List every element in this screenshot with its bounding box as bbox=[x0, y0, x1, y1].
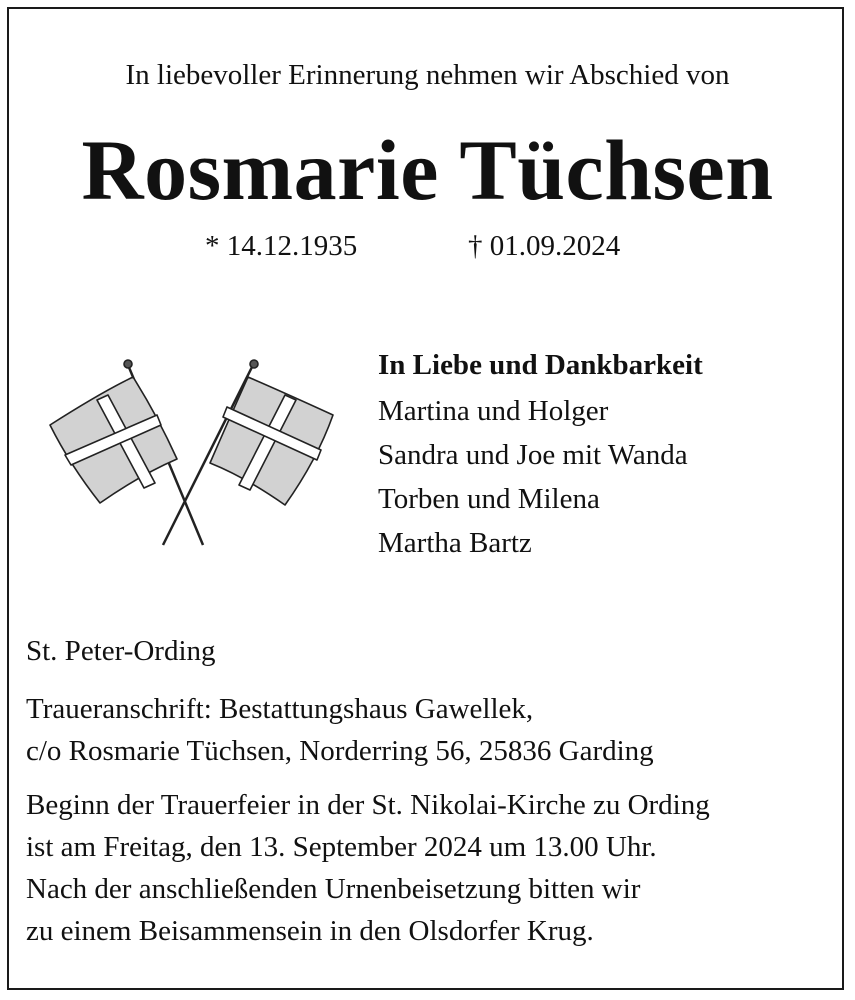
family-member: Torben und Milena bbox=[378, 483, 600, 515]
place-text: St. Peter-Ording bbox=[26, 635, 216, 667]
birth-date: * 14.12.1935 bbox=[205, 230, 358, 262]
service-line: Nach der anschließenden Urnenbeisetzung bitten wir bbox=[26, 873, 641, 905]
intro-text: In liebevoller Erinnerung nehmen wir Abschied von bbox=[125, 59, 730, 91]
deceased-name: Rosmarie Tüchsen bbox=[81, 122, 774, 218]
service-info bbox=[26, 784, 710, 952]
family-member: Martha Bartz bbox=[378, 527, 532, 559]
family-list bbox=[378, 343, 703, 565]
life-dates bbox=[0, 226, 855, 266]
service-line: ist am Freitag, den 13. September 2024 um 13.00 Uhr. bbox=[26, 831, 657, 863]
service-line: zu einem Beisammensein in den Olsdorfer Krug. bbox=[26, 915, 594, 947]
address-line: Traueranschrift: Bestattungshaus Gawellek, bbox=[26, 693, 534, 725]
family-heading: In Liebe und Dankbarkeit bbox=[378, 349, 703, 381]
death-date: † 01.09.2024 bbox=[468, 230, 621, 262]
address-line: c/o Rosmarie Tüchsen, Norderring 56, 25836 Garding bbox=[26, 735, 654, 767]
family-member: Martina und Holger bbox=[378, 395, 609, 427]
family-member: Sandra und Joe mit Wanda bbox=[378, 439, 688, 471]
crossed-flags-icon bbox=[45, 355, 340, 550]
service-line: Beginn der Trauerfeier in der St. Nikolai-Kirche zu Ording bbox=[26, 789, 710, 821]
mourning-address bbox=[26, 688, 654, 772]
